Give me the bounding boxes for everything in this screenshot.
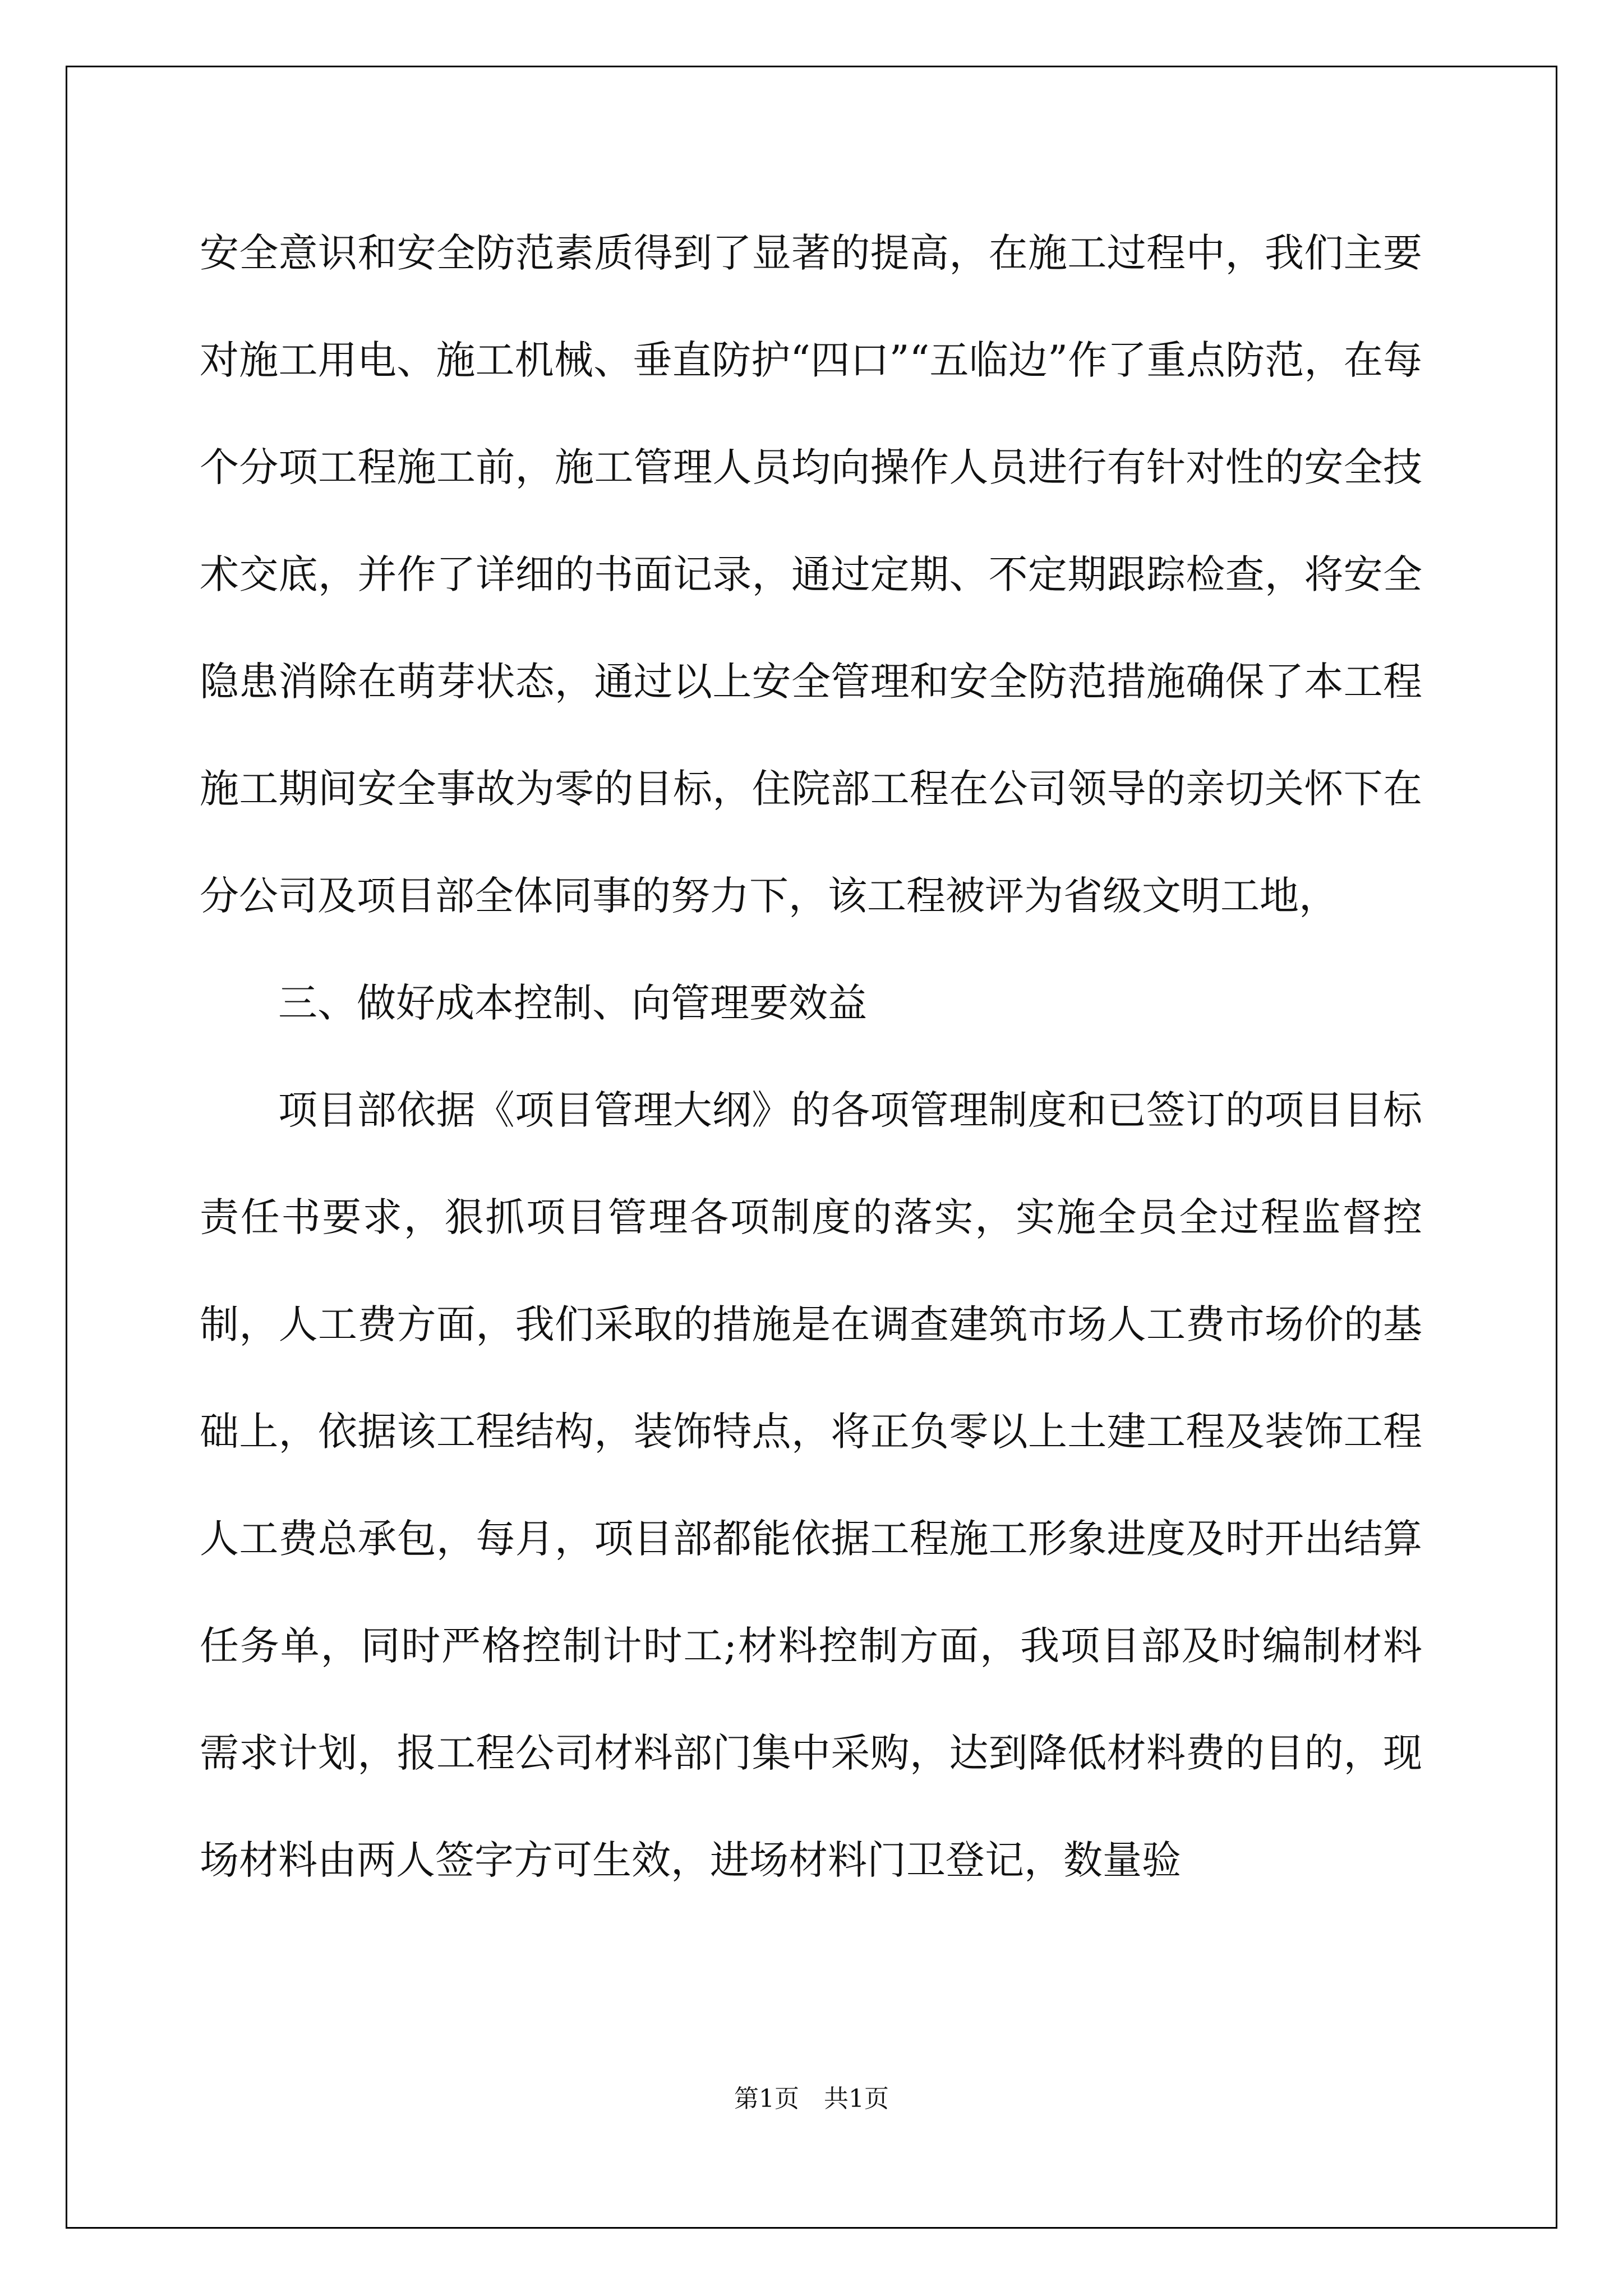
section-heading-cost-control: 三、做好成本控制、向管理要效益: [278, 980, 867, 1026]
document-body: [200, 200, 1422, 1914]
page-number-footer: 第1页 共1页: [734, 2085, 889, 2113]
paragraph-cost-control: 项目部依据《项目管理大纲》的各项管理制度和已签订的项目目标责任书要求，狠抓项目管理各项制度的落实，实施全员全过程监督控制，人工费方面，我们采取的措施是在调查建筑市场人工费市场价的基础上，依据该工程结构，装饰特点，将正负零以上土建工程及装饰工程人工费总承包，每月，项目部都能依据工程施工形象进度及时开出结算任务单，同时严格控制计时工;材料控制方面，我项目部及时编制材料需求计划，报工程公司材料部门集中采购，达到降低材料费的目的，现场材料由两人签字方可生效，进场材料门卫登记，数量验: [200, 1087, 1422, 1883]
paragraph-safety: 安全意识和安全防范素质得到了显著的提高，在施工过程中，我们主要对施工用电、施工机械、垂直防护“四口”“五临边”作了重点防范，在每个分项工程施工前，施工管理人员均向操作人员进行有针对性的安全技术交底，并作了详细的书面记录，通过定期、不定期跟踪检查，将安全隐患消除在萌芽状态，通过以上安全管理和安全防范措施确保了本工程施工期间安全事故为零的目标，住院部工程在公司领导的亲切关怀下在分公司及项目部全体同事的努力下，该工程被评为省级文明工地，: [200, 230, 1422, 919]
